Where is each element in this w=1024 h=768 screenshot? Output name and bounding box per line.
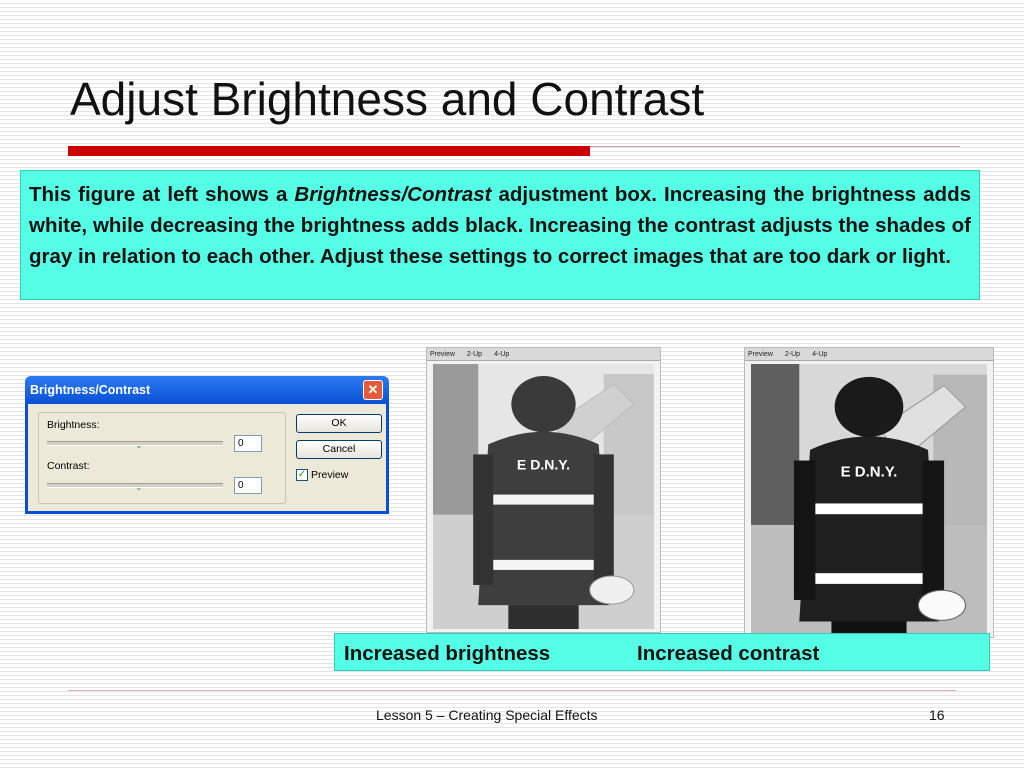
brightness-input[interactable]: 0 [234, 435, 262, 452]
title-underline [68, 146, 590, 156]
firefighter-image [751, 364, 987, 638]
firefighter-image [433, 364, 654, 629]
tab-4up[interactable]: 4-Up [812, 350, 828, 358]
tab-preview[interactable]: Preview [748, 350, 773, 358]
settings-group [38, 412, 286, 504]
ok-button[interactable]: OK [296, 414, 382, 433]
captions-box [334, 633, 990, 671]
dialog-title: Brightness/Contrast [30, 383, 151, 397]
photo-increased-contrast [744, 347, 994, 638]
description-box [20, 170, 980, 300]
description-text-1: This figure at left shows a [29, 183, 295, 206]
photo-increased-brightness [426, 347, 661, 633]
page-number: 16 [929, 707, 945, 723]
contrast-label: Contrast: [47, 460, 90, 472]
preview-checkbox-row[interactable] [296, 469, 348, 481]
tab-2up[interactable]: 2-Up [466, 350, 483, 358]
description-text-2: adjustment box. Increasing the brightness adds white, while decreasing the brightness adds black. Increasing the contrast adjusts the shades of gray in relation to each other. Adjust these settings to correct images that are too dark or light. [29, 183, 971, 268]
cancel-button[interactable]: Cancel [296, 440, 382, 459]
photo-toolbar [745, 348, 993, 361]
slide-title: Adjust Brightness and Contrast [70, 73, 705, 125]
preview-checkbox[interactable]: ✓ [297, 469, 307, 480]
caption-increased-contrast: Increased contrast [637, 642, 820, 665]
footer-lesson-title: Lesson 5 – Creating Special Effects [376, 707, 598, 723]
footer-rule [68, 690, 956, 691]
description-emphasis: Brightness/Contrast [294, 183, 492, 206]
tab-4up[interactable]: 4-Up [494, 350, 510, 358]
contrast-input[interactable]: 0 [234, 477, 262, 494]
jacket-lettering: E D.N.Y. [840, 463, 898, 481]
tab-preview[interactable]: Preview [430, 350, 455, 358]
tab-2up[interactable]: 2-Up [784, 350, 801, 358]
caption-increased-brightness: Increased brightness [344, 642, 551, 665]
dialog-titlebar [25, 376, 389, 404]
brightness-slider-thumb[interactable]: ⌄ [135, 440, 143, 450]
dialog-body [28, 404, 386, 511]
photo-toolbar [427, 348, 660, 361]
title-rule-thin [590, 146, 960, 147]
contrast-slider-thumb[interactable]: ⌄ [135, 482, 143, 492]
jacket-lettering: E D.N.Y. [516, 456, 571, 473]
brightness-label: Brightness: [47, 419, 100, 431]
preview-label: Preview [311, 469, 349, 481]
close-icon[interactable]: ✕ [363, 380, 383, 400]
brightness-contrast-dialog [25, 376, 389, 514]
